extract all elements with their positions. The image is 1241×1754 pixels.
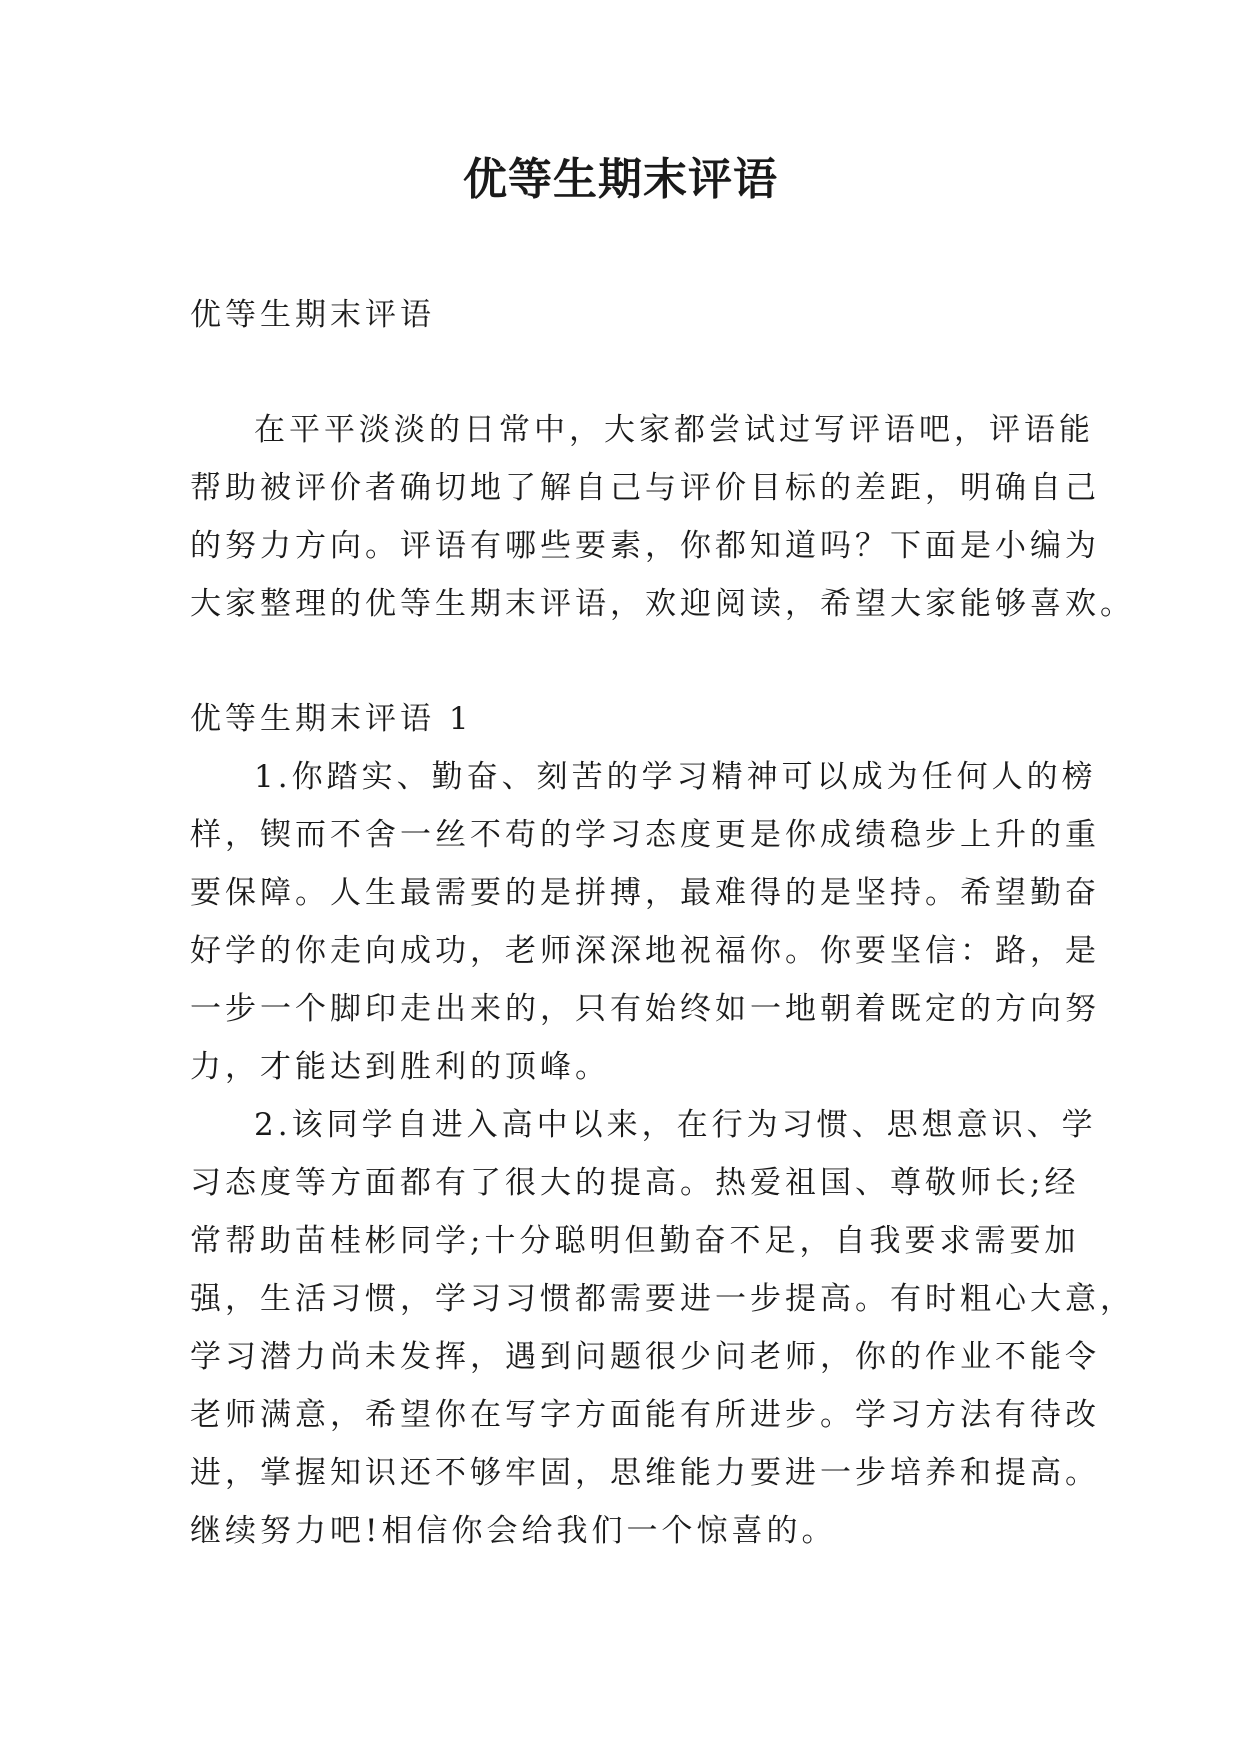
section-heading: 优等生期末评语 1: [190, 701, 473, 737]
comment-line: 常帮助苗桂彬同学;十分聪明但勤奋不足，自我要求需要加: [190, 1223, 1080, 1259]
comment-line: 学习潜力尚未发挥，遇到问题很少问老师，你的作业不能令: [190, 1339, 1100, 1375]
comment-line: 老师满意，希望你在写字方面能有所进步。学习方法有待改: [190, 1397, 1100, 1433]
intro-line: 帮助被评价者确切地了解自己与评价目标的差距，明确自己: [190, 470, 1100, 506]
comment-line: 力，才能达到胜利的顶峰。: [190, 1049, 610, 1085]
comment-line: 要保障。人生最需要的是拼搏，最难得的是坚持。希望勤奋: [190, 875, 1100, 911]
intro-line: 的努力方向。评语有哪些要素，你都知道吗？下面是小编为: [190, 528, 1100, 564]
comment-line: 样，锲而不舍一丝不苟的学习态度更是你成绩稳步上升的重: [190, 817, 1100, 853]
document-title: 优等生期末评语: [463, 154, 778, 205]
comment-line: 好学的你走向成功，老师深深地祝福你。你要坚信：路，是: [190, 933, 1100, 969]
comment-line: 进，掌握知识还不够牢固，思维能力要进一步培养和提高。: [190, 1455, 1100, 1491]
comment-line: 2.该同学自进入高中以来，在行为习惯、思想意识、学: [254, 1107, 1097, 1143]
comment-line: 强，生活习惯，学习习惯都需要进一步提高。有时粗心大意，: [190, 1281, 1135, 1317]
document-subtitle: 优等生期末评语: [190, 297, 435, 333]
intro-line: 在平平淡淡的日常中，大家都尝试过写评语吧，评语能: [254, 412, 1094, 448]
comment-line: 1.你踏实、勤奋、刻苦的学习精神可以成为任何人的榜: [254, 759, 1097, 795]
comment-line: 继续努力吧!相信你会给我们一个惊喜的。: [190, 1513, 837, 1549]
comment-line: 习态度等方面都有了很大的提高。热爱祖国、尊敬师长;经: [190, 1165, 1080, 1201]
intro-line: 大家整理的优等生期末评语，欢迎阅读，希望大家能够喜欢。: [190, 586, 1135, 622]
comment-line: 一步一个脚印走出来的，只有始终如一地朝着既定的方向努: [190, 991, 1100, 1027]
